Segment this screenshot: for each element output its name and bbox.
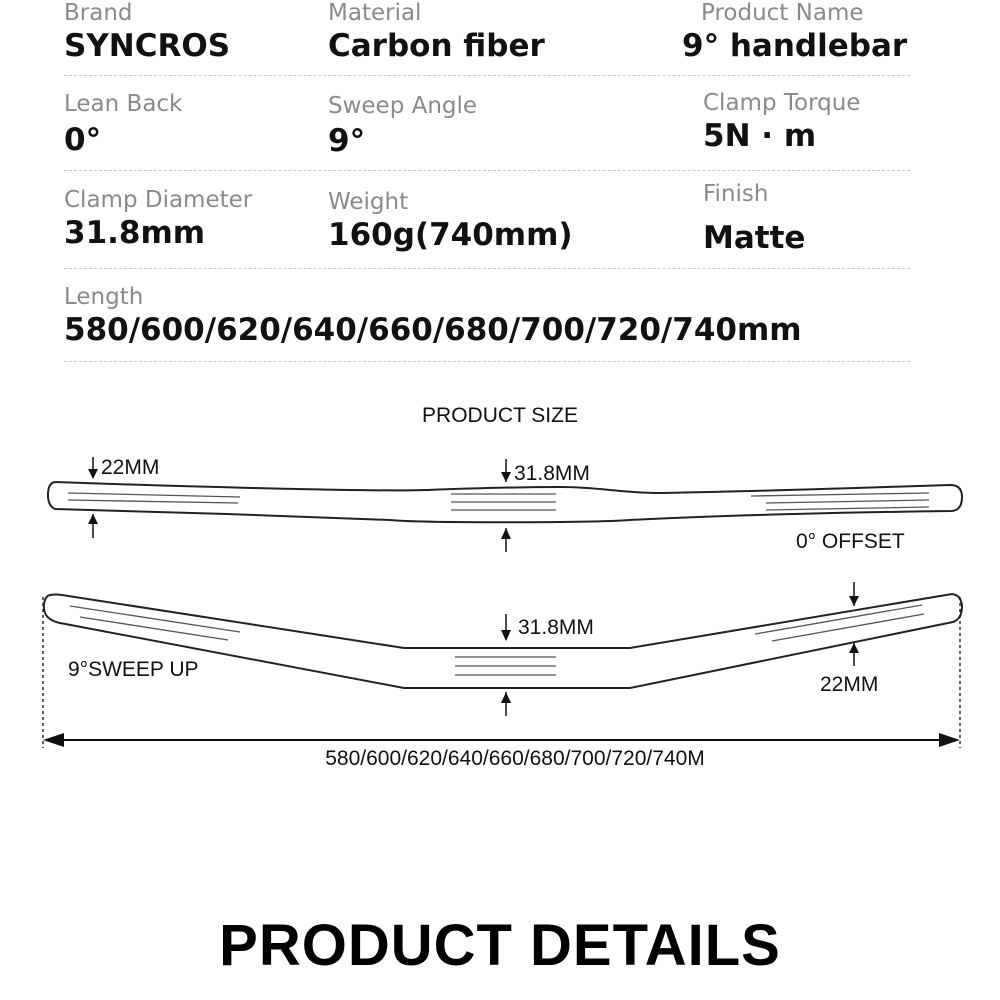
front-clamp-diameter-label: 31.8MM	[514, 462, 590, 485]
product-details-title: PRODUCT DETAILS	[219, 913, 781, 978]
spec-value: 9° handlebar	[682, 28, 908, 64]
spec-label: Sweep Angle	[328, 93, 478, 119]
spec-label: Product Name	[701, 0, 864, 26]
spec-value: 31.8mm	[64, 215, 206, 251]
top-end-diameter-label: 22MM	[820, 673, 879, 696]
top-clamp-diameter-label: 31.8MM	[518, 616, 594, 639]
spec-label: Lean Back	[64, 91, 183, 117]
spec-label: Finish	[703, 181, 769, 207]
spec-label: Clamp Torque	[703, 90, 861, 116]
spec-value: 0°	[64, 122, 102, 158]
spec-value: Matte	[703, 220, 806, 256]
spec-label: Length	[64, 284, 144, 310]
spec-label: Weight	[328, 189, 409, 215]
spec-value: 580/600/620/640/660/680/700/720/740mm	[64, 312, 802, 348]
spec-value: SYNCROS	[64, 28, 231, 64]
spec-value: 9°	[328, 123, 366, 159]
spec-label: Brand	[64, 0, 133, 26]
spec-value: 160g(740mm)	[328, 217, 573, 253]
front-view-handlebar	[48, 482, 962, 522]
offset-label: 0° OFFSET	[796, 530, 905, 553]
diagram-title: PRODUCT SIZE	[422, 404, 578, 427]
width-label: 580/600/620/640/660/680/700/720/740M	[325, 747, 705, 770]
spec-label: Material	[328, 0, 422, 26]
front-end-diameter-label: 22MM	[101, 456, 160, 479]
spec-value: Carbon fiber	[328, 28, 545, 64]
spec-value: 5N · m	[703, 118, 817, 154]
spec-label: Clamp Diameter	[64, 187, 253, 213]
sweep-label: 9°SWEEP UP	[68, 658, 199, 681]
